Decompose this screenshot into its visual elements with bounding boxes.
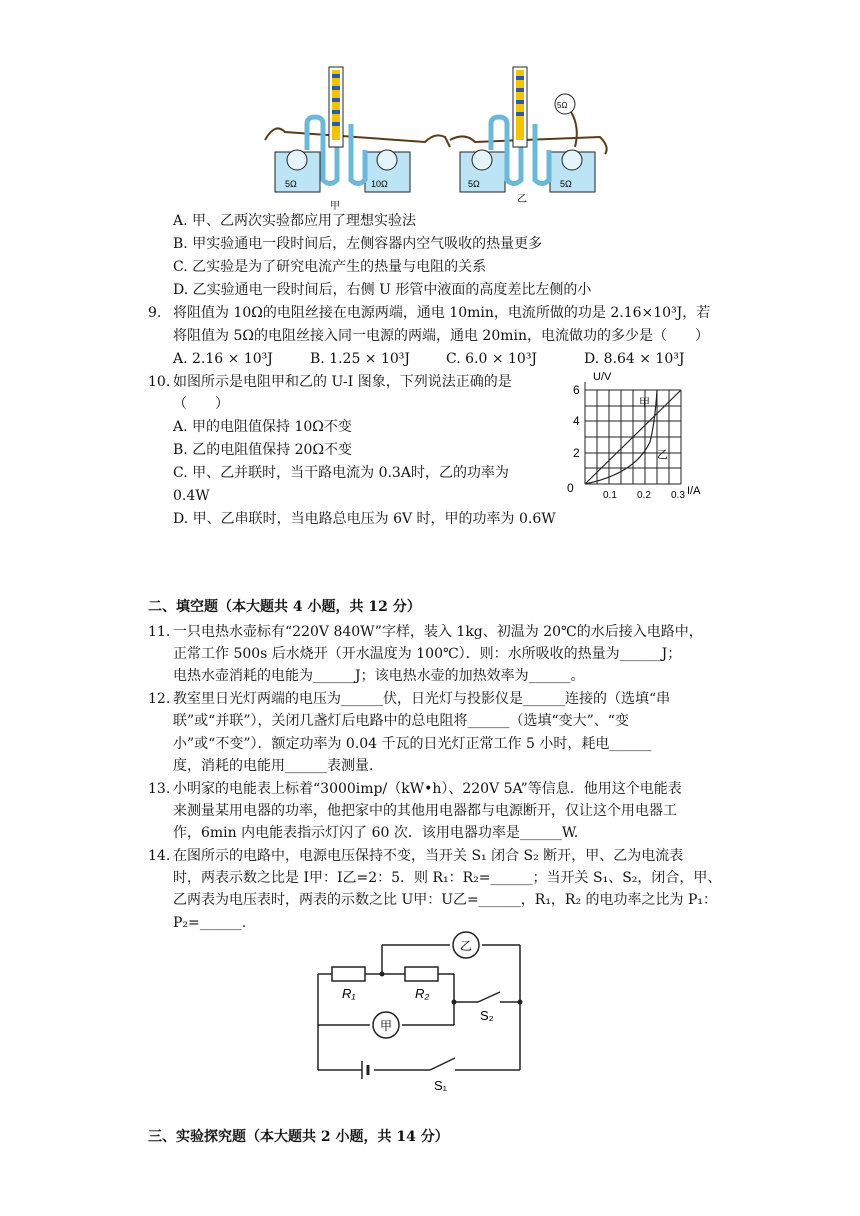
q13-line3: 作，6min 内电能表指示灯闪了 60 次．该用电器功率是______W. (173, 825, 579, 841)
apparatus-b (450, 67, 607, 205)
q10-option-a: A. 甲的电阻值保持 10Ω不变 (173, 419, 352, 435)
q9-option-a: A. 2.16 × 10³J (173, 351, 273, 367)
apparatus-a (265, 67, 450, 212)
q10-option-d: D. 甲、乙串联时，当电路总电压为 6V 时，甲的功率为 0.6W (173, 511, 556, 527)
s1-label: S₁ (434, 1078, 448, 1093)
q9-number: 9. (148, 305, 162, 321)
graph-ytick-4: 4 (573, 414, 580, 428)
q12-line1: 教室里日光灯两端的电压为______伏，日光灯与投影仪是______连接的（选填“串 (173, 691, 671, 707)
q12-line3: 小”或“不变”）．额定功率为 0.04 千瓦的日光灯正常工作 5 小时，耗电______ (173, 736, 652, 752)
q11-line2: 正常工作 500s 后水烧开（开水温度为 100℃）．则：水所吸收的热量为______J； (173, 646, 682, 662)
meter-jia-label: 甲 (380, 1019, 393, 1033)
q14-line1: 在图所示的电路中，电源电压保持不变，当开关 S₁ 闭合 S₂ 断开，甲、乙为电流表 (173, 848, 684, 864)
graph-grid (585, 382, 681, 484)
q8-option-d: D. 乙实验通电一段时间后，右侧 U 形管中液面的高度差比左侧的小 (173, 282, 592, 298)
q10-number: 10. (148, 374, 171, 390)
q10-ui-graph (555, 362, 725, 502)
q13-line1: 小明家的电能表上标着“3000imp/（kW•h）、220V 5A”等信息．他用这个电能表 (173, 781, 682, 797)
graph-xtick-2: 0.2 (637, 490, 651, 501)
meter-yi-label: 乙 (460, 939, 473, 953)
q14-line2: 时，两表示数之比是 I甲：I乙=2：5．则 R₁：R₂=______；当开关 S₁、S₂，闭合，甲、 (173, 870, 722, 886)
q9-option-d: D. 8.64 × 10³J (584, 351, 685, 367)
q14-number: 14. (148, 848, 171, 864)
q10-stem-line2: （ ） (173, 396, 229, 412)
q10-option-b: B. 乙的电阻值保持 20Ω不变 (173, 442, 353, 458)
q9-option-c: C. 6.0 × 10³J (446, 351, 538, 367)
graph-origin: 0 (567, 481, 574, 495)
section-3-heading: 三、实验探究题（本大题共 2 小题，共 14 分） (148, 1129, 449, 1145)
svg-text:5Ω: 5Ω (468, 179, 480, 189)
q12-line4: 度，消耗的电能用______表测量. (173, 758, 374, 774)
q10-stem-line1: 如图所示是电阻甲和乙的 U-I 图象，下列说法正确的是 (173, 374, 512, 390)
q11-line3: 电热水壶消耗的电能为______J；该电热水壶的加热效率为______。 (173, 668, 585, 684)
q9-option-b: B. 1.25 × 10³J (310, 351, 411, 367)
graph-ylabel: U/V (593, 371, 612, 383)
graph-ytick-6: 6 (573, 383, 580, 397)
svg-text:10Ω: 10Ω (371, 179, 388, 189)
q12-line2: 联”或“并联”），关闭几盏灯后电路中的总电阻将______（选填“变大”、“变 (173, 713, 629, 729)
svg-text:甲: 甲 (330, 201, 340, 212)
q14-circuit-diagram (310, 930, 545, 1095)
q8-option-a: A. 甲、乙两次实验都应用了理想实验法 (173, 213, 417, 229)
resistor-r1 (332, 967, 365, 981)
s2-label: S₂ (480, 1008, 494, 1023)
q13-number: 13. (148, 781, 171, 797)
q10-option-c-line1: C. 甲、乙并联时，当干路电流为 0.3A时，乙的功率为 (173, 465, 509, 481)
svg-text:乙: 乙 (517, 194, 527, 205)
q11-number: 11. (148, 624, 171, 640)
q14-line3: 乙两表为电压表时，两表的示数之比 U甲：U乙=______，R₁，R₂ 的电功率之比为 P₁： (173, 892, 718, 908)
q12-number: 12. (148, 691, 171, 707)
q8-option-b: B. 甲实验通电一段时间后，左侧容器内空气吸收的热量更多 (173, 236, 543, 252)
graph-xtick-3: 0.3 (671, 490, 685, 501)
q10-option-c-line2: 0.4W (173, 488, 210, 504)
graph-xtick-1: 0.1 (603, 490, 617, 501)
resistor-r2 (405, 967, 438, 981)
graph-ytick-2: 2 (573, 446, 580, 460)
q9-stem-line2: 将阻值为 5Ω的电阻丝接入同一电源的两端，通电 20min，电流做功的多少是（ ） (173, 328, 709, 344)
q14-line4: P₂=______. (173, 915, 247, 931)
label-jia: 甲 (639, 397, 650, 409)
r2-label: R₂ (415, 986, 430, 1001)
q13-line2: 来测量某用电器的功率，他把家中的其他用电器都与电源断开，仅让这个用电器工 (173, 803, 677, 819)
r1-label: R₁ (342, 986, 356, 1001)
svg-text:5Ω: 5Ω (560, 179, 572, 189)
q8-experiment-figure (255, 62, 615, 212)
svg-text:5Ω: 5Ω (557, 101, 568, 110)
graph-xlabel: I/A (687, 485, 701, 497)
q11-line1: 一只电热水壶标有“220V 840W”字样，装入 1kg、初温为 20℃的水后接入电路中， (173, 624, 703, 640)
section-2-heading: 二、填空题（本大题共 4 小题，共 12 分） (148, 599, 421, 615)
svg-text:5Ω: 5Ω (285, 179, 297, 189)
q8-option-c: C. 乙实验是为了研究电流产生的热量与电阻的关系 (173, 259, 487, 275)
label-yi: 乙 (657, 449, 668, 461)
q9-stem-line1: 将阻值为 10Ω的电阻丝接在电源两端，通电 10min，电流所做的功是 2.16×10³J，若 (173, 305, 711, 321)
